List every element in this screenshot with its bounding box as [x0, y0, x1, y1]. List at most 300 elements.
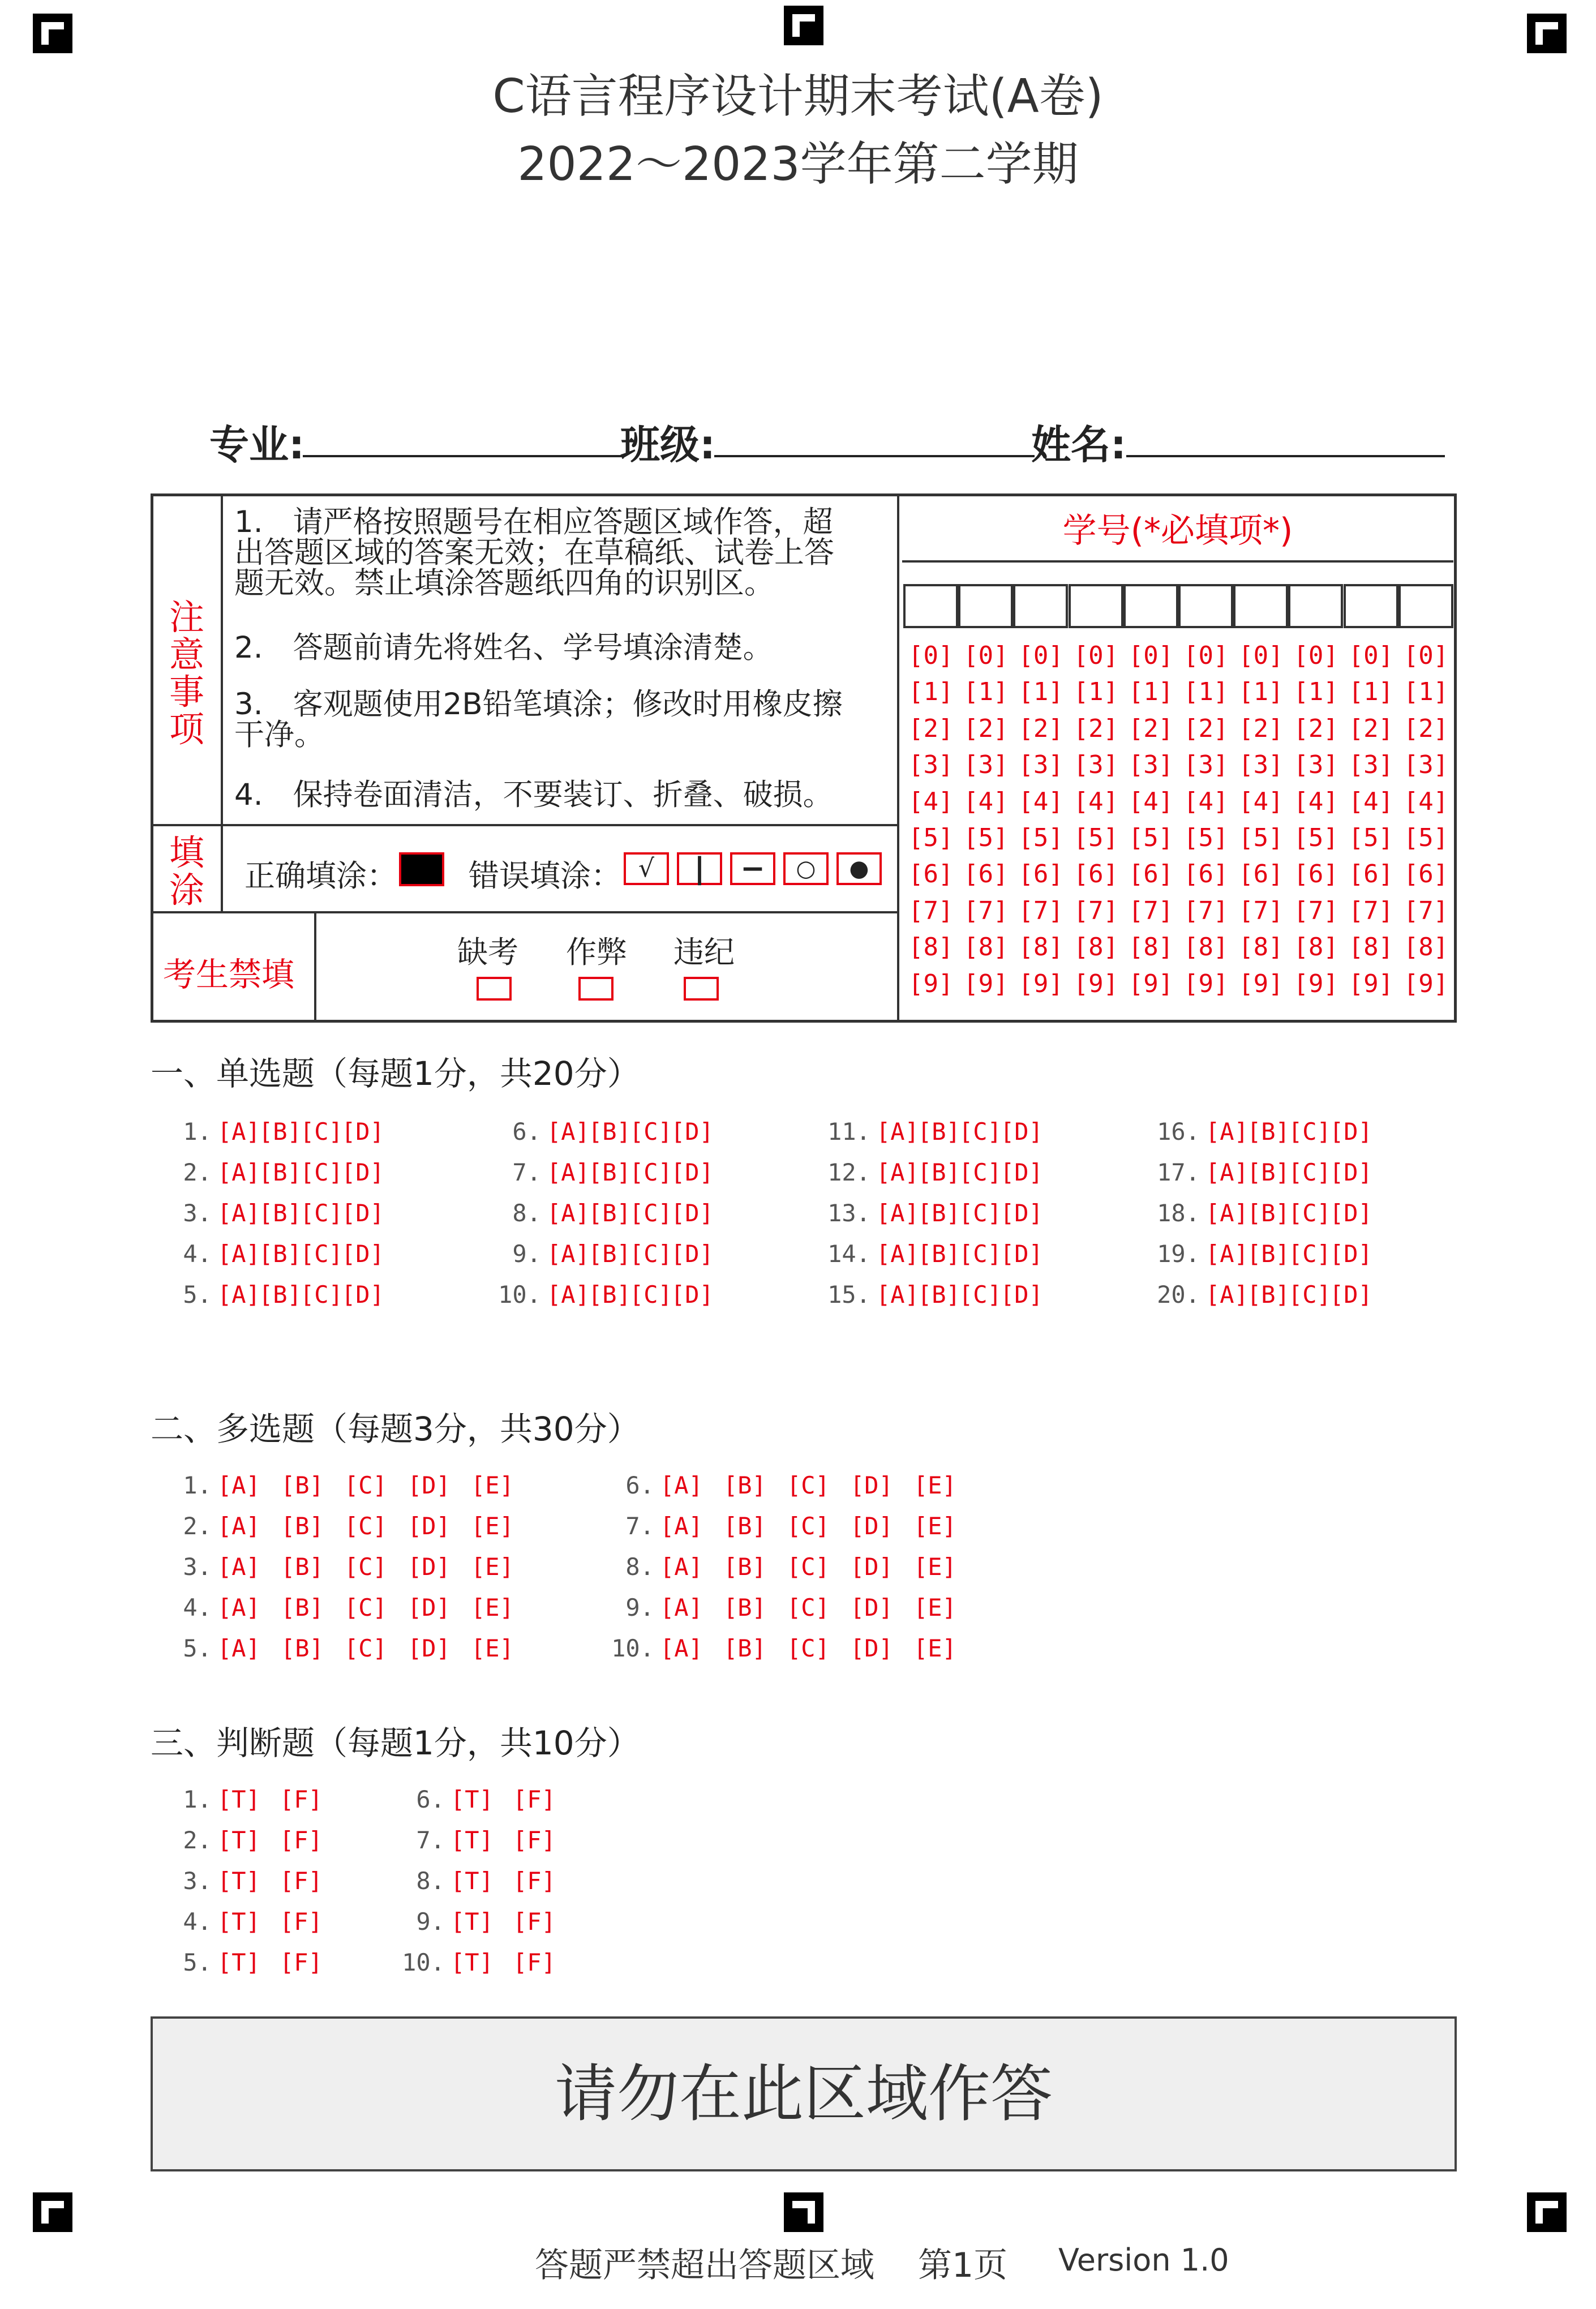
student-id-digit[interactable]: [3] — [963, 750, 1009, 780]
answer-bubble[interactable]: [D] — [407, 1634, 451, 1662]
student-id-digit[interactable]: [3] — [1183, 750, 1229, 780]
student-id-box-6[interactable] — [1178, 584, 1233, 628]
answer-bubble[interactable]: [C] — [1288, 1118, 1331, 1145]
answer-bubble[interactable]: [B] — [1247, 1281, 1290, 1308]
student-id-digit[interactable]: [6] — [1403, 860, 1449, 889]
answer-bubble[interactable]: [D] — [671, 1240, 714, 1268]
student-id-digit[interactable]: [1] — [963, 677, 1009, 707]
answer-bubble[interactable]: [A] — [660, 1634, 703, 1662]
answer-bubble[interactable]: [F] — [280, 1867, 323, 1895]
student-id-digit[interactable]: [3] — [908, 750, 954, 780]
student-id-digit[interactable]: [3] — [1238, 750, 1284, 780]
student-id-digit[interactable]: [2] — [1293, 714, 1338, 743]
question-number: 1. — [183, 1471, 212, 1499]
student-id-digit[interactable]: [4] — [1018, 787, 1063, 816]
answer-bubble[interactable]: [D] — [850, 1634, 893, 1662]
answer-bubble[interactable]: [B] — [588, 1199, 631, 1227]
student-id-digit[interactable]: [9] — [1238, 969, 1284, 998]
student-id-box-7[interactable] — [1233, 584, 1288, 628]
violation-checkbox[interactable] — [684, 977, 719, 1001]
question-number: 18. — [1157, 1199, 1200, 1227]
student-id-digit[interactable]: [7] — [1073, 896, 1119, 925]
answer-bubble[interactable]: [E] — [913, 1634, 956, 1662]
question-number: 10. — [611, 1634, 654, 1662]
student-id-digit[interactable]: [5] — [1403, 823, 1449, 852]
answer-bubble[interactable]: [B] — [917, 1240, 960, 1268]
answer-bubble[interactable]: [C] — [1288, 1158, 1331, 1186]
answer-bubble[interactable]: [C] — [1288, 1199, 1331, 1227]
student-id-digit[interactable]: [1] — [1128, 677, 1174, 707]
student-id-digit[interactable]: [9] — [1073, 969, 1119, 998]
answer-bubble[interactable]: [C] — [787, 1512, 830, 1540]
answer-bubble[interactable]: [T] — [217, 1826, 260, 1854]
student-id-digit[interactable]: [1] — [1293, 677, 1338, 707]
question-number: 14. — [827, 1240, 870, 1268]
answer-bubble[interactable]: [B] — [259, 1118, 302, 1145]
answer-bubble[interactable]: [A] — [1205, 1281, 1249, 1308]
student-id-digit[interactable]: [5] — [1073, 823, 1119, 852]
answer-bubble[interactable]: [A] — [660, 1512, 703, 1540]
student-id-digit[interactable]: [9] — [1403, 969, 1449, 998]
notice-item-3: 3. 客观题使用2B铅笔填涂；修改时用橡皮擦干净。 — [234, 687, 843, 752]
answer-bubble[interactable]: [D] — [341, 1199, 384, 1227]
student-id-digit[interactable]: [4] — [1238, 787, 1284, 816]
answer-bubble[interactable]: [C] — [959, 1281, 1002, 1308]
answer-bubble[interactable]: [C] — [344, 1594, 387, 1621]
answer-bubble[interactable]: [C] — [787, 1471, 830, 1499]
answer-bubble[interactable]: [D] — [1329, 1281, 1372, 1308]
student-id-box-9[interactable] — [1344, 584, 1398, 628]
student-id-digit[interactable]: [4] — [1403, 787, 1449, 816]
student-id-digit[interactable]: [5] — [1238, 823, 1284, 852]
student-id-digit[interactable]: [3] — [1293, 750, 1338, 780]
question-number: 7. — [416, 1826, 445, 1854]
question-number: 10. — [402, 1949, 445, 1976]
answer-bubble[interactable]: [D] — [1000, 1240, 1043, 1268]
answer-bubble[interactable]: [T] — [451, 1949, 494, 1976]
answer-bubble[interactable]: [D] — [407, 1594, 451, 1621]
student-id-digit[interactable]: [9] — [1348, 969, 1394, 998]
answer-bubble[interactable]: [D] — [341, 1281, 384, 1308]
question-number: 13. — [827, 1199, 870, 1227]
student-id-digit[interactable]: [8] — [1293, 933, 1338, 962]
student-id-digit[interactable]: [7] — [1293, 896, 1338, 925]
student-id-digit[interactable]: [1] — [908, 677, 954, 707]
question-number: 11. — [827, 1118, 870, 1145]
answer-bubble[interactable]: [D] — [1329, 1199, 1372, 1227]
student-id-box-1[interactable] — [903, 584, 958, 628]
student-id-box-4[interactable] — [1069, 584, 1123, 628]
answer-bubble[interactable]: [T] — [451, 1908, 494, 1935]
answer-bubble[interactable]: [C] — [629, 1281, 672, 1308]
student-id-digit[interactable]: [1] — [1183, 677, 1229, 707]
answer-bubble[interactable]: [C] — [344, 1634, 387, 1662]
answer-bubble[interactable]: [D] — [671, 1281, 714, 1308]
student-id-digit[interactable]: [2] — [908, 714, 954, 743]
answer-bubble[interactable]: [T] — [451, 1786, 494, 1813]
answer-bubble[interactable]: [D] — [1000, 1199, 1043, 1227]
answer-bubble[interactable]: [C] — [787, 1594, 830, 1621]
answer-bubble[interactable]: [D] — [1000, 1158, 1043, 1186]
answer-bubble[interactable]: [A] — [876, 1158, 919, 1186]
question-number: 4. — [183, 1240, 212, 1268]
answer-bubble[interactable]: [F] — [280, 1826, 323, 1854]
exam-term: 2022～2023学年第二学期 — [517, 138, 1079, 191]
student-id-digit[interactable]: [1] — [1238, 677, 1284, 707]
answer-bubble[interactable]: [A] — [217, 1512, 260, 1540]
student-id-digit[interactable]: [0] — [1238, 641, 1284, 670]
answer-bubble[interactable]: [C] — [300, 1118, 343, 1145]
answer-bubble[interactable]: [B] — [588, 1281, 631, 1308]
student-id-digit[interactable]: [5] — [1348, 823, 1394, 852]
answer-bubble[interactable]: [F] — [513, 1867, 556, 1895]
student-id-digit[interactable]: [1] — [1018, 677, 1063, 707]
question-number: 8. — [625, 1553, 654, 1581]
student-id-digit[interactable]: [1] — [1403, 677, 1449, 707]
student-id-digit[interactable]: [3] — [1403, 750, 1449, 780]
student-id-digit[interactable]: [2] — [1128, 714, 1174, 743]
student-id-digit[interactable]: [1] — [1073, 677, 1119, 707]
student-id-digit[interactable]: [8] — [1348, 933, 1394, 962]
answer-bubble[interactable]: [B] — [917, 1118, 960, 1145]
student-id-digit[interactable]: [6] — [1293, 860, 1338, 889]
student-id-digit[interactable]: [6] — [963, 860, 1009, 889]
student-id-digit[interactable]: [4] — [1348, 787, 1394, 816]
answer-bubble[interactable]: [D] — [1000, 1281, 1043, 1308]
student-id-digit[interactable]: [8] — [963, 933, 1009, 962]
answer-bubble[interactable]: [B] — [259, 1281, 302, 1308]
answer-bubble[interactable]: [E] — [471, 1471, 514, 1499]
answer-bubble[interactable]: [B] — [281, 1634, 324, 1662]
answer-bubble[interactable]: [C] — [629, 1118, 672, 1145]
bottom-center-marker — [784, 2192, 823, 2232]
answer-bubble[interactable]: [T] — [217, 1949, 260, 1976]
answer-bubble[interactable]: [F] — [513, 1786, 556, 1813]
answer-bubble[interactable]: [B] — [917, 1281, 960, 1308]
student-id-digit[interactable]: [6] — [1128, 860, 1174, 889]
answer-bubble[interactable]: [D] — [850, 1471, 893, 1499]
answer-bubble[interactable]: [D] — [850, 1594, 893, 1621]
answer-bubble[interactable]: [B] — [723, 1634, 766, 1662]
answer-bubble[interactable]: [D] — [671, 1158, 714, 1186]
student-id-box-10[interactable] — [1398, 584, 1453, 628]
answer-bubble[interactable]: [B] — [281, 1553, 324, 1581]
student-id-digit[interactable]: [7] — [1348, 896, 1394, 925]
corner-marker-top-right — [1527, 14, 1567, 53]
answer-bubble[interactable]: [E] — [913, 1471, 956, 1499]
answer-bubble[interactable]: [E] — [471, 1553, 514, 1581]
student-id-digit[interactable]: [9] — [1293, 969, 1338, 998]
student-id-digit[interactable]: [5] — [1183, 823, 1229, 852]
question-number: 6. — [416, 1786, 445, 1813]
class-input-line[interactable] — [714, 455, 1035, 457]
student-id-digit[interactable]: [0] — [908, 641, 954, 670]
answer-bubble[interactable]: [F] — [513, 1908, 556, 1935]
absent-checkbox[interactable] — [477, 977, 512, 1001]
answer-bubble[interactable]: [A] — [547, 1118, 590, 1145]
student-id-digit[interactable]: [3] — [1018, 750, 1063, 780]
answer-bubble[interactable]: [B] — [917, 1199, 960, 1227]
answer-bubble[interactable]: [C] — [629, 1240, 672, 1268]
student-id-digit[interactable]: [2] — [1403, 714, 1449, 743]
answer-bubble[interactable]: [F] — [513, 1826, 556, 1854]
answer-bubble[interactable]: [T] — [217, 1908, 260, 1935]
answer-bubble[interactable]: [C] — [300, 1199, 343, 1227]
wrong-fill-label: 错误填涂： — [469, 858, 621, 894]
student-id-digit[interactable]: [9] — [963, 969, 1009, 998]
answer-bubble[interactable]: [C] — [300, 1240, 343, 1268]
student-id-digit[interactable]: [5] — [963, 823, 1009, 852]
answer-bubble[interactable]: [D] — [850, 1512, 893, 1540]
answer-bubble[interactable]: [E] — [471, 1634, 514, 1662]
student-id-box-3[interactable] — [1013, 584, 1068, 628]
answer-bubble[interactable]: [C] — [629, 1158, 672, 1186]
answer-bubble[interactable]: [A] — [217, 1199, 260, 1227]
student-id-digit[interactable]: [0] — [1073, 641, 1119, 670]
cheating-checkbox[interactable] — [578, 977, 613, 1001]
answer-bubble[interactable]: [A] — [547, 1199, 590, 1227]
answer-bubble[interactable]: [A] — [547, 1281, 590, 1308]
answer-bubble[interactable]: [A] — [876, 1240, 919, 1268]
answer-bubble[interactable]: [B] — [723, 1594, 766, 1621]
answer-bubble[interactable]: [A] — [660, 1471, 703, 1499]
answer-bubble[interactable]: [E] — [471, 1512, 514, 1540]
question-number: 16. — [1157, 1118, 1200, 1145]
answer-bubble[interactable]: [D] — [407, 1512, 451, 1540]
answer-bubble[interactable]: [B] — [281, 1512, 324, 1540]
student-id-digit[interactable]: [2] — [1073, 714, 1119, 743]
student-id-digit[interactable]: [2] — [1238, 714, 1284, 743]
student-id-digit[interactable]: [6] — [1183, 860, 1229, 889]
student-id-digit[interactable]: [2] — [1348, 714, 1394, 743]
answer-bubble[interactable]: [C] — [787, 1553, 830, 1581]
answer-bubble[interactable]: [D] — [1000, 1118, 1043, 1145]
student-id-digit[interactable]: [4] — [1073, 787, 1119, 816]
student-id-digit[interactable]: [0] — [963, 641, 1009, 670]
answer-bubble[interactable]: [B] — [588, 1158, 631, 1186]
answer-bubble[interactable]: [A] — [876, 1281, 919, 1308]
student-id-box-2[interactable] — [958, 584, 1013, 628]
name-input-line[interactable] — [1126, 455, 1445, 457]
student-id-digit[interactable]: [8] — [1238, 933, 1284, 962]
answer-bubble[interactable]: [A] — [876, 1199, 919, 1227]
answer-bubble[interactable]: [A] — [217, 1281, 260, 1308]
student-id-digit[interactable]: [2] — [1018, 714, 1063, 743]
answer-bubble[interactable]: [C] — [1288, 1281, 1331, 1308]
student-id-digit[interactable]: [7] — [908, 896, 954, 925]
answer-bubble[interactable]: [B] — [723, 1512, 766, 1540]
correct-fill-example — [399, 852, 444, 886]
student-id-digit[interactable]: [0] — [1128, 641, 1174, 670]
page-number: 第1页 — [918, 2246, 1008, 2285]
student-id-digit[interactable]: [4] — [1293, 787, 1338, 816]
student-id-digit[interactable]: [3] — [1128, 750, 1174, 780]
answer-bubble[interactable]: [B] — [917, 1158, 960, 1186]
answer-bubble[interactable]: [D] — [407, 1471, 451, 1499]
student-id-digit[interactable]: [0] — [1403, 641, 1449, 670]
student-id-digit[interactable]: [9] — [1128, 969, 1174, 998]
student-id-digit[interactable]: [6] — [1348, 860, 1394, 889]
student-id-digit[interactable]: [6] — [1238, 860, 1284, 889]
student-id-digit[interactable]: [6] — [1073, 860, 1119, 889]
answer-bubble[interactable]: [A] — [660, 1553, 703, 1581]
answer-bubble[interactable]: [D] — [341, 1158, 384, 1186]
student-id-digit[interactable]: [4] — [1183, 787, 1229, 816]
answer-bubble[interactable]: [D] — [341, 1240, 384, 1268]
answer-bubble[interactable]: [B] — [723, 1471, 766, 1499]
student-id-digit[interactable]: [7] — [1128, 896, 1174, 925]
student-id-box-5[interactable] — [1123, 584, 1178, 628]
major-label: 专业: — [209, 422, 304, 468]
answer-bubble[interactable]: [C] — [1288, 1240, 1331, 1268]
answer-bubble[interactable]: [T] — [217, 1786, 260, 1813]
student-id-digit[interactable]: [3] — [1348, 750, 1394, 780]
notice-item-4: 4. 保持卷面清洁，不要装订、折叠、破损。 — [234, 778, 833, 812]
student-id-digit[interactable]: [9] — [1183, 969, 1229, 998]
student-id-digit[interactable]: [4] — [908, 787, 954, 816]
answer-bubble[interactable]: [A] — [547, 1158, 590, 1186]
answer-bubble[interactable]: [B] — [259, 1199, 302, 1227]
student-id-digit[interactable]: [7] — [1183, 896, 1229, 925]
answer-bubble[interactable]: [C] — [959, 1199, 1002, 1227]
answer-bubble[interactable]: [B] — [259, 1158, 302, 1186]
answer-bubble[interactable]: [B] — [588, 1118, 631, 1145]
answer-bubble[interactable]: [A] — [1205, 1118, 1249, 1145]
answer-bubble[interactable]: [A] — [217, 1240, 260, 1268]
student-id-digit[interactable]: [5] — [1018, 823, 1063, 852]
wrong-fill-example-dot: ● — [836, 852, 882, 885]
student-id-digit[interactable]: [5] — [1293, 823, 1338, 852]
answer-bubble[interactable]: [A] — [876, 1118, 919, 1145]
answer-bubble[interactable]: [B] — [588, 1240, 631, 1268]
question-number: 19. — [1157, 1240, 1200, 1268]
answer-bubble[interactable]: [A] — [217, 1594, 260, 1621]
forbidden-label: 考生禁填 — [163, 955, 295, 994]
answer-bubble[interactable]: [A] — [1205, 1240, 1249, 1268]
answer-bubble[interactable]: [C] — [344, 1471, 387, 1499]
student-id-digit[interactable]: [8] — [1073, 933, 1119, 962]
violation-label: 违纪 — [673, 934, 735, 970]
student-id-digit[interactable]: [0] — [1183, 641, 1229, 670]
answer-bubble[interactable]: [A] — [217, 1158, 260, 1186]
answer-bubble[interactable]: [D] — [850, 1553, 893, 1581]
student-id-digit[interactable]: [1] — [1348, 677, 1394, 707]
class-label: 班级: — [620, 422, 715, 468]
answer-bubble[interactable]: [A] — [217, 1553, 260, 1581]
student-id-digit[interactable]: [2] — [1183, 714, 1229, 743]
answer-bubble[interactable]: [F] — [280, 1786, 323, 1813]
student-id-digit[interactable]: [9] — [908, 969, 954, 998]
name-label: 姓名: — [1031, 422, 1126, 468]
answer-bubble[interactable]: [C] — [959, 1158, 1002, 1186]
student-id-digit[interactable]: [4] — [1128, 787, 1174, 816]
question-number: 4. — [183, 1594, 212, 1621]
student-id-digit[interactable]: [8] — [908, 933, 954, 962]
student-id-digit[interactable]: [6] — [908, 860, 954, 889]
major-input-line[interactable] — [303, 455, 623, 457]
student-id-digit[interactable]: [5] — [1128, 823, 1174, 852]
footer-notice: 答题严禁超出答题区域 — [535, 2246, 874, 2285]
student-id-digit[interactable]: [8] — [1403, 933, 1449, 962]
student-id-box-8[interactable] — [1288, 584, 1343, 628]
answer-bubble[interactable]: [E] — [913, 1512, 956, 1540]
answer-bubble[interactable]: [B] — [1247, 1158, 1290, 1186]
answer-bubble[interactable]: [A] — [217, 1471, 260, 1499]
answer-bubble[interactable]: [E] — [913, 1594, 956, 1621]
answer-bubble[interactable]: [C] — [959, 1240, 1002, 1268]
notice-item-1: 1. 请严格按照题号在相应答题区域作答，超出答题区域的答案无效；在草稿纸、试卷上答题无效。禁止填涂答题纸四角的识别区。 — [234, 505, 834, 600]
student-id-digit[interactable]: [0] — [1348, 641, 1394, 670]
student-id-digit[interactable]: [8] — [1183, 933, 1229, 962]
answer-bubble[interactable]: [A] — [547, 1240, 590, 1268]
answer-bubble[interactable]: [E] — [913, 1553, 956, 1581]
answer-bubble[interactable]: [B] — [723, 1553, 766, 1581]
student-id-digit[interactable]: [9] — [1018, 969, 1063, 998]
answer-bubble[interactable]: [B] — [1247, 1199, 1290, 1227]
student-id-digit[interactable]: [0] — [1293, 641, 1338, 670]
answer-bubble[interactable]: [D] — [1329, 1158, 1372, 1186]
answer-bubble[interactable]: [A] — [1205, 1199, 1249, 1227]
answer-bubble[interactable]: [B] — [1247, 1240, 1290, 1268]
student-id-digit[interactable]: [7] — [1018, 896, 1063, 925]
answer-bubble[interactable]: [T] — [451, 1826, 494, 1854]
student-id-digit[interactable]: [8] — [1128, 933, 1174, 962]
answer-bubble[interactable]: [D] — [671, 1118, 714, 1145]
answer-bubble[interactable]: [D] — [407, 1553, 451, 1581]
answer-bubble[interactable]: [A] — [1205, 1158, 1249, 1186]
cheating-label: 作弊 — [566, 934, 627, 970]
answer-bubble[interactable]: [C] — [300, 1158, 343, 1186]
student-id-digit[interactable]: [2] — [963, 714, 1009, 743]
answer-bubble[interactable]: [D] — [1329, 1118, 1372, 1145]
answer-bubble[interactable]: [C] — [629, 1199, 672, 1227]
fill-side-label-2: 涂 — [169, 869, 204, 911]
student-id-digit[interactable]: [7] — [1238, 896, 1284, 925]
answer-bubble[interactable]: [A] — [660, 1594, 703, 1621]
answer-bubble[interactable]: [F] — [280, 1908, 323, 1935]
answer-bubble[interactable]: [B] — [1247, 1118, 1290, 1145]
answer-bubble[interactable]: [E] — [471, 1594, 514, 1621]
answer-bubble[interactable]: [A] — [217, 1634, 260, 1662]
student-id-digit[interactable]: [0] — [1018, 641, 1063, 670]
student-id-digit[interactable]: [6] — [1018, 860, 1063, 889]
answer-bubble[interactable]: [D] — [341, 1118, 384, 1145]
student-id-digit[interactable]: [7] — [1403, 896, 1449, 925]
answer-bubble[interactable]: [T] — [217, 1867, 260, 1895]
student-id-digit[interactable]: [8] — [1018, 933, 1063, 962]
answer-bubble[interactable]: [F] — [280, 1949, 323, 1976]
answer-bubble[interactable]: [D] — [671, 1199, 714, 1227]
answer-bubble[interactable]: [F] — [513, 1949, 556, 1976]
student-id-digit[interactable]: [5] — [908, 823, 954, 852]
fill-side-label-1: 填 — [169, 832, 204, 873]
answer-bubble[interactable]: [B] — [281, 1471, 324, 1499]
answer-bubble[interactable]: [D] — [1329, 1240, 1372, 1268]
student-id-digit[interactable]: [7] — [963, 896, 1009, 925]
answer-bubble[interactable]: [C] — [300, 1281, 343, 1308]
answer-bubble[interactable]: [B] — [259, 1240, 302, 1268]
answer-bubble[interactable]: [C] — [344, 1553, 387, 1581]
answer-bubble[interactable]: [A] — [217, 1118, 260, 1145]
answer-bubble[interactable]: [C] — [344, 1512, 387, 1540]
multi-choice-title: 二、多选题（每题3分，共30分） — [151, 1410, 640, 1448]
student-id-digit[interactable]: [3] — [1073, 750, 1119, 780]
answer-bubble[interactable]: [B] — [281, 1594, 324, 1621]
student-id-digit[interactable]: [4] — [963, 787, 1009, 816]
answer-bubble[interactable]: [T] — [451, 1867, 494, 1895]
answer-bubble[interactable]: [C] — [959, 1118, 1002, 1145]
answer-bubble[interactable]: [C] — [787, 1634, 830, 1662]
